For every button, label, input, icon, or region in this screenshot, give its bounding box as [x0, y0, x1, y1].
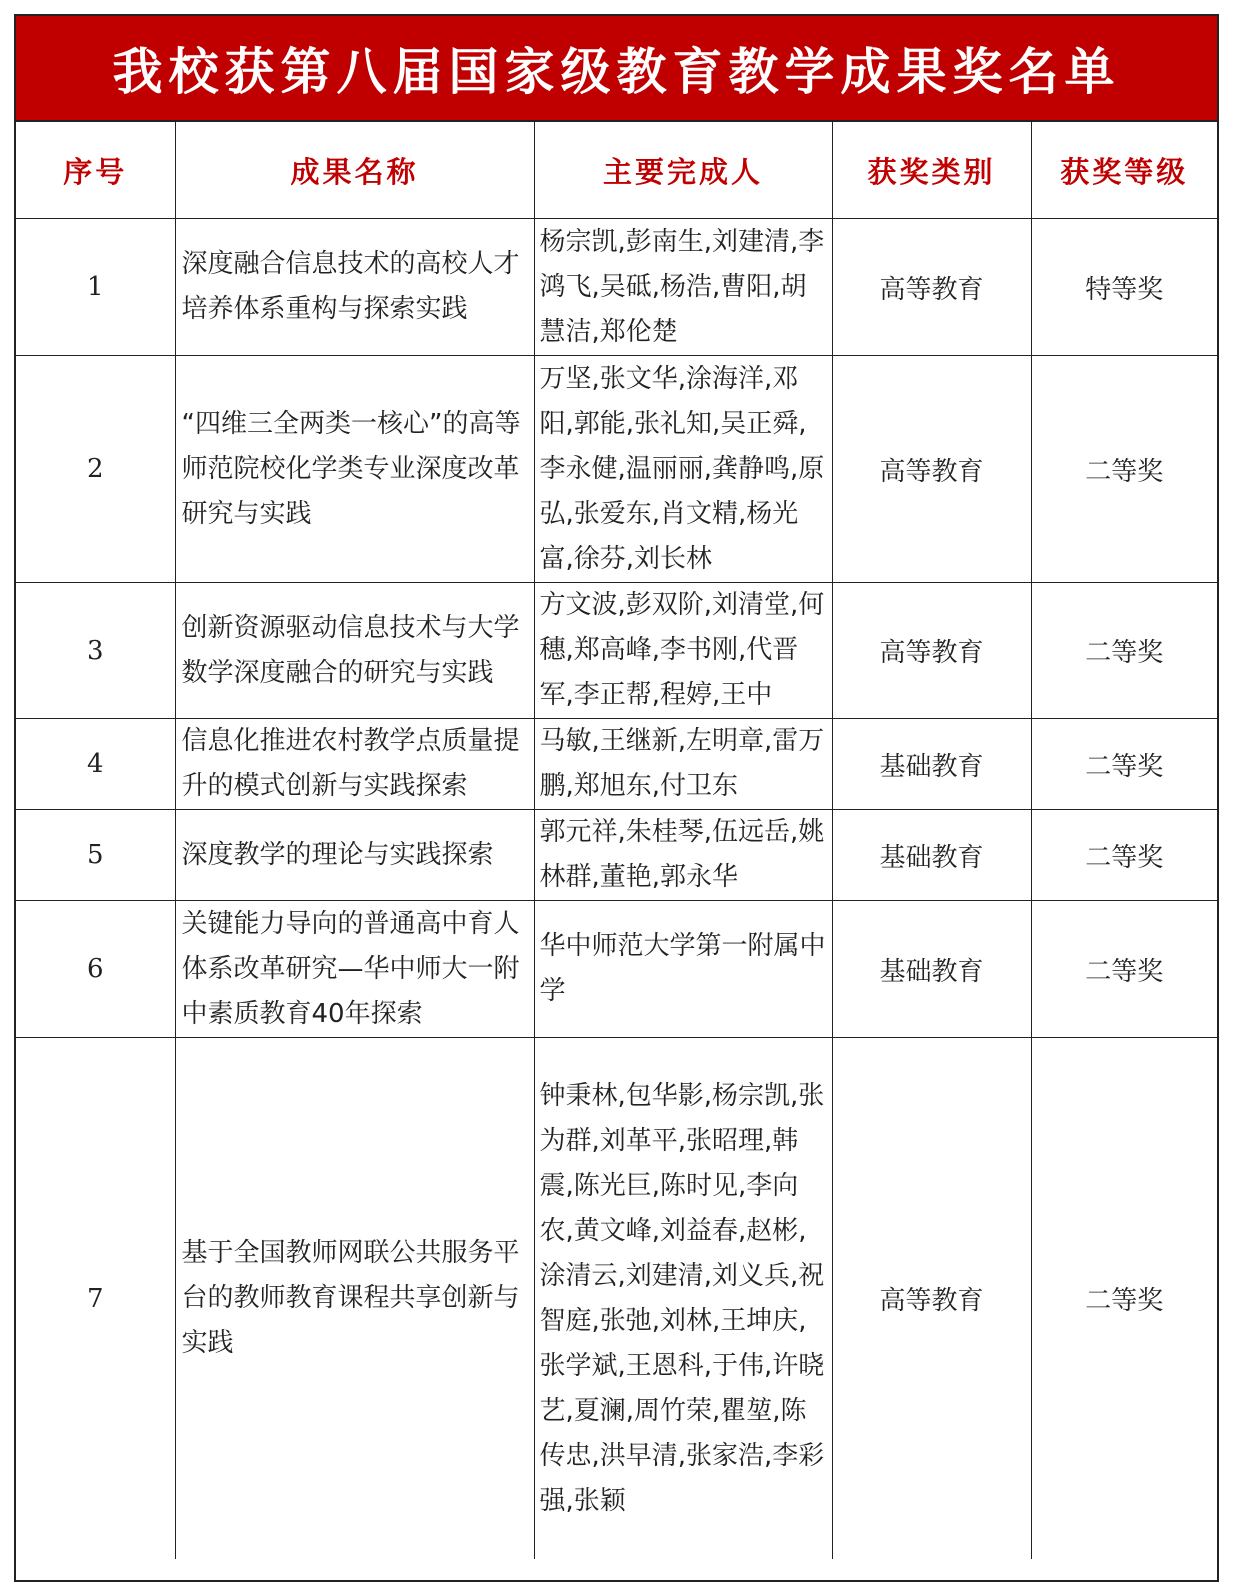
cell-category: 高等教育 — [832, 583, 1031, 719]
cell-category: 基础教育 — [832, 810, 1031, 901]
cell-level: 二等奖 — [1031, 356, 1217, 583]
cell-level: 二等奖 — [1031, 1038, 1217, 1560]
cell-category: 高等教育 — [832, 219, 1031, 356]
table-row — [16, 810, 1217, 901]
cell-no: 7 — [16, 1038, 175, 1560]
cell-people: 方文波,彭双阶,刘清堂,何穗,郑高峰,李书刚,代晋军,李正帮,程婷,王中 — [534, 583, 832, 719]
cell-category: 高等教育 — [832, 1038, 1031, 1560]
cell-people: 马敏,王继新,左明章,雷万鹏,郑旭东,付卫东 — [534, 719, 832, 810]
cell-name: 深度融合信息技术的高校人才培养体系重构与探索实践 — [175, 219, 534, 356]
cell-no: 1 — [16, 219, 175, 356]
cell-level: 特等奖 — [1031, 219, 1217, 356]
cell-no: 2 — [16, 356, 175, 583]
cell-name: “四维三全两类一核心”的高等师范院校化学类专业深度改革研究与实践 — [175, 356, 534, 583]
award-table — [16, 122, 1217, 1559]
cell-name: 关键能力导向的普通高中育人体系改革研究—华中师大一附中素质教育40年探索 — [175, 901, 534, 1038]
cell-no: 4 — [16, 719, 175, 810]
cell-level: 二等奖 — [1031, 583, 1217, 719]
header-name: 成果名称 — [175, 122, 534, 219]
header-people: 主要完成人 — [534, 122, 832, 219]
header-level: 获奖等级 — [1031, 122, 1217, 219]
cell-name: 创新资源驱动信息技术与大学数学深度融合的研究与实践 — [175, 583, 534, 719]
header-row — [16, 122, 1217, 219]
cell-people: 万坚,张文华,涂海洋,邓阳,郭能,张礼知,吴正舜,李永健,温丽丽,龚静鸣,原弘,张爱东,肖文精,杨光富,徐芬,刘长林 — [534, 356, 832, 583]
table-row — [16, 901, 1217, 1038]
cell-level: 二等奖 — [1031, 719, 1217, 810]
cell-name: 信息化推进农村教学点质量提升的模式创新与实践探索 — [175, 719, 534, 810]
page-title: 我校获第八届国家级教育教学成果奖名单 — [16, 16, 1217, 122]
cell-name: 基于全国教师网联公共服务平台的教师教育课程共享创新与实践 — [175, 1038, 534, 1560]
table-row — [16, 219, 1217, 356]
cell-category: 基础教育 — [832, 719, 1031, 810]
cell-people: 华中师范大学第一附属中学 — [534, 901, 832, 1038]
cell-people: 杨宗凯,彭南生,刘建清,李鸿飞,吴砥,杨浩,曹阳,胡慧洁,郑伦楚 — [534, 219, 832, 356]
header-no: 序号 — [16, 122, 175, 219]
cell-no: 5 — [16, 810, 175, 901]
cell-level: 二等奖 — [1031, 810, 1217, 901]
table-row — [16, 356, 1217, 583]
cell-no: 6 — [16, 901, 175, 1038]
header-category: 获奖类别 — [832, 122, 1031, 219]
cell-category: 基础教育 — [832, 901, 1031, 1038]
table-row — [16, 583, 1217, 719]
cell-people: 钟秉林,包华影,杨宗凯,张为群,刘革平,张昭理,韩震,陈光巨,陈时见,李向农,黄文峰,刘益春,赵彬,涂清云,刘建清,刘义兵,祝智庭,张弛,刘林,王坤庆,张学斌,王恩科,于伟,许晓艺,夏澜,周竹荣,瞿堃,陈传忠,洪早清,张家浩,李彩强,张颖 — [534, 1038, 832, 1560]
cell-level: 二等奖 — [1031, 901, 1217, 1038]
cell-name: 深度教学的理论与实践探索 — [175, 810, 534, 901]
table-row — [16, 1038, 1217, 1560]
award-list-frame — [14, 14, 1219, 1582]
cell-people: 郭元祥,朱桂琴,伍远岳,姚林群,董艳,郭永华 — [534, 810, 832, 901]
cell-category: 高等教育 — [832, 356, 1031, 583]
table-row — [16, 719, 1217, 810]
cell-no: 3 — [16, 583, 175, 719]
